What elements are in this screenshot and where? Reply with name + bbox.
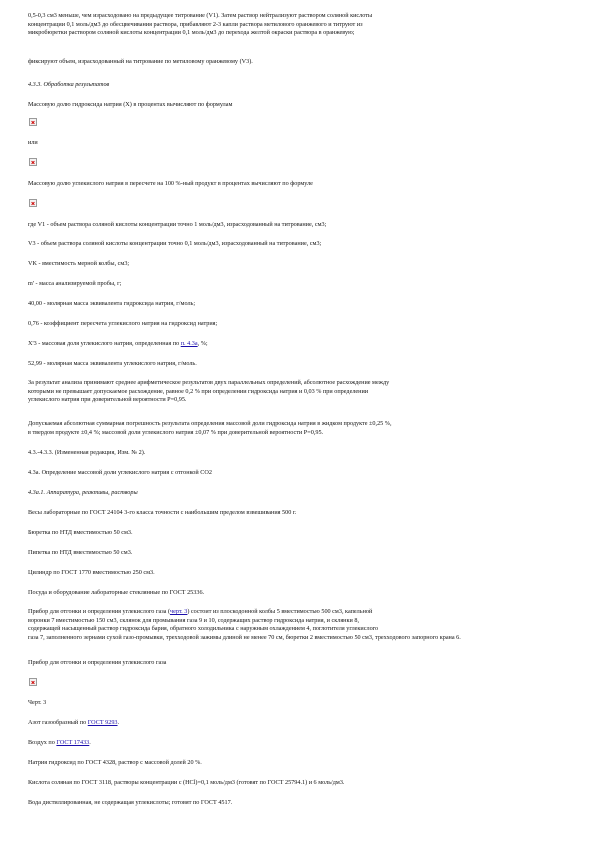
changed-note: 4.3.-4.3.3. (Измененная редакция, Изм. № 2). (28, 449, 146, 456)
equipment-cylinder: Цилиндр по ГОСТ 1770 вместимостью 250 см3. (28, 569, 155, 576)
air-suffix: . (89, 739, 91, 746)
link-figure-3[interactable]: черт. 3 (170, 608, 188, 615)
link-gost-9293[interactable]: ГОСТ 9293 (87, 719, 118, 726)
equipment-pipette: Пипетка по НТД вместимостью 50 см3. (28, 549, 133, 556)
definition-x3-text: X'3 - массовая доля углекислого натрия, определенная по (28, 340, 181, 347)
result-paragraph (28, 379, 572, 405)
text-line (28, 608, 572, 617)
fix-volume-text: фиксируют объем, израсходованный на титрование по метиловому оранжевому (V3). (28, 58, 253, 65)
text-line: концентрации 0,1 моль/дм3 до обесцвечивания раствора, прибавляют 2-3 капли раствора метилового оранжевого и титруют из (28, 20, 363, 28)
air-line (28, 739, 568, 748)
air-text: Воздух по (28, 739, 57, 746)
definition-x3-suffix: , %; (197, 340, 208, 347)
link-section-4-3a[interactable]: п. 4.3а (180, 340, 198, 347)
text-line: в твердом продукте ±0,4 %; массовой доли углекислого натрия ±0,07 % при доверительной вероятности P=0,95. (28, 428, 324, 436)
definition-v1: где V1 - объем раствора соляной кислоты концентрации точно 1 моль/дм3, израсходованный на титрование, см3; (28, 221, 327, 228)
nitrogen-text: Азот газообразный по (28, 719, 88, 726)
text-line: углекислого натрия при доверительной вероятности P=0,95. (28, 396, 187, 404)
definition-x3 (28, 340, 568, 349)
hcl-solution: Кислота соляная по ГОСТ 3118, растворы концентрации с (HCl)=0,1 моль/дм3 (готовят по ГОСТ 25794.1) и 6 моль/дм3. (28, 779, 345, 786)
text-line: 0,5-0,3 см3 меньше, чем израсходовано на предыдущее титрование (V1). Затем раствор нейтрализуют раствором соляной кислоты (28, 12, 373, 19)
carbonate-formula-intro: Массовую долю углекислого натрия в пересчете на 100 %-ный продукт в процентах вычисляют по формуле (28, 180, 313, 187)
definition-v3: V3 - объем раствора соляной кислоты концентрации точно 0,1 моль/дм3, израсходованный на титрование, см3; (28, 240, 322, 247)
broken-image-icon (29, 199, 37, 207)
definition-076: 0,76 - коэффициент пересчета углекислого натрия на гидроксид натрия; (28, 320, 218, 327)
equipment-burette: Бюретка по НТД вместимостью 50 см3. (28, 529, 133, 536)
link-gost-17433[interactable]: ГОСТ 17433 (56, 739, 90, 746)
device-paragraph (28, 608, 572, 642)
text-line: воронки 7 вместимостью 150 см3, склянок для промывания газа 9 и 10, содержащих раствор гидроксида натрия, и склянки 8, (28, 616, 359, 624)
text-line: За результат анализа принимают среднее арифметическое результатов двух параллельных определений, абсолютное расхождение между (28, 379, 390, 386)
section-4-3a1-heading: 4.3а.1. Аппаратура, реактивы, растворы (28, 489, 138, 496)
hydroxide-formula-intro: Массовую долю гидроксида натрия (X) в процентах вычисляют по формулам (28, 101, 233, 108)
device-text: ) состоит из плоскодонной колбы 5 вместимостью 500 см3, капельной (187, 608, 373, 615)
naoh-solution: Натрия гидроксид по ГОСТ 4328, раствор с массовой долей 20 %. (28, 759, 202, 766)
definition-vk: VK - вместимость мерной колбы, см3; (28, 260, 130, 267)
definition-40: 40,00 - молярная масса эквивалента гидроксида натрия, г/моль; (28, 300, 196, 307)
nitrogen-suffix: . (117, 719, 120, 726)
or-word: или (28, 139, 38, 146)
equipment-glassware: Посуда и оборудование лабораторные стеклянные по ГОСТ 25336. (28, 589, 205, 596)
definition-5299: 52,99 - молярная масса эквивалента углекислого натрия, г/моль. (28, 360, 197, 367)
definition-m: m' - масса анализируемой пробы, г; (28, 280, 122, 287)
device-caption: Прибор для отгонки и определения углекислого газа (28, 659, 167, 666)
text-line: Допускаемая абсолютная суммарная погрешность результата определения массовой доли гидроксида натрия в жидком продукте ±0,25 %, (28, 420, 392, 427)
section-4-3-3-heading: 4.3.3. Обработка результатов (28, 81, 110, 88)
water-line: Вода дистиллированная, не содержащая углекислоты; готовят по ГОСТ 4517. (28, 799, 233, 806)
nitrogen-line (28, 719, 568, 728)
figure-label: Черт. 3 (28, 699, 47, 706)
error-paragraph (28, 420, 572, 437)
text-line: газа 7, заполненного зернами сухой газо-промывки, трехходовой зажимы длиной не менее 70 см, бюретки 2 вместимостью 50 см3, трехходового запорного крана 6. (28, 633, 461, 641)
text-line: микробюретки раствором соляной кислоты концентрации 0,1 моль/дм3 до перехода желтой окраски раствора в оранжевую; (28, 29, 355, 37)
section-4-3a-heading: 4.3а. Определение массовой доли углекислого натрия с отгонкой CO2 (28, 469, 212, 476)
broken-image-icon (29, 118, 37, 126)
broken-image-icon (29, 678, 37, 686)
intro-paragraph (28, 12, 572, 38)
text-line: которыми не превышает допускаемое расхождение, равное 0,2 % при определении гидроксида натрия и 0,03 % при определении (28, 387, 369, 395)
broken-image-icon (29, 158, 37, 166)
text-line: содержащей насыщенный раствор гидроксида бария, обратного холодильника с наружным охлаждением 4, поглотителя углекислого (28, 625, 379, 633)
device-text: Прибор для отгонки и определения углекислого газа ( (28, 608, 171, 615)
equipment-scales: Весы лабораторные по ГОСТ 24104 3-го класса точности с наибольшим пределом взвешивания 500 г. (28, 509, 297, 516)
